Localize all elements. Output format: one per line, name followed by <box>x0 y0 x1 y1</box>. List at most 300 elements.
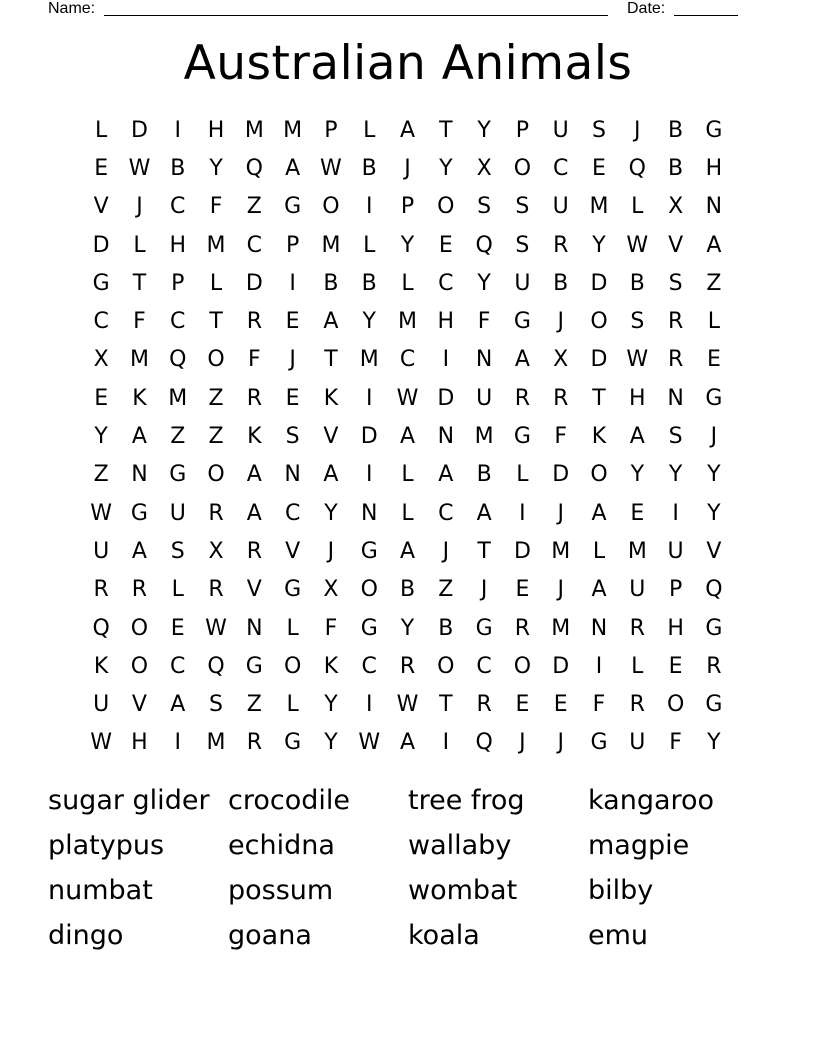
grid-letter: G <box>513 309 531 335</box>
grid-letter: N <box>246 615 263 641</box>
grid-letter: U <box>169 500 186 526</box>
grid-letter: O <box>130 653 149 679</box>
grid-letter: F <box>592 692 606 718</box>
grid-letter: U <box>552 194 569 220</box>
grid-letter: S <box>477 194 492 220</box>
grid-letter: O <box>322 194 340 220</box>
grid-letter: C <box>476 653 492 679</box>
grid-letter: D <box>590 347 608 373</box>
grid-letter: U <box>514 270 531 296</box>
header <box>48 0 748 20</box>
grid-letter: F <box>554 424 568 450</box>
grid-letter: T <box>439 692 453 718</box>
grid-letter: Y <box>668 462 683 488</box>
grid-letter: S <box>630 309 645 335</box>
grid-letter: K <box>591 424 607 450</box>
grid-letter: Z <box>208 385 224 411</box>
grid-letter: Z <box>706 270 722 296</box>
grid-letter: I <box>519 500 526 526</box>
word-list-item: dingo <box>48 920 124 951</box>
grid-letter: J <box>442 538 450 564</box>
grid-letter: E <box>592 155 606 181</box>
grid-letter: M <box>551 538 571 564</box>
grid-letter: C <box>399 347 416 373</box>
grid-letter: R <box>246 538 262 564</box>
grid-letter: B <box>629 270 645 296</box>
grid-letter: R <box>246 309 262 335</box>
grid-letter: T <box>592 385 606 411</box>
grid-letter: B <box>476 462 492 488</box>
grid-letter: O <box>283 653 302 679</box>
grid-letter: S <box>515 232 530 258</box>
grid-letter: L <box>707 309 721 335</box>
grid-letter: X <box>668 194 684 220</box>
grid-letter: E <box>515 577 530 603</box>
grid-letter: Y <box>324 730 338 756</box>
grid-letter: D <box>130 117 148 143</box>
grid-letter: N <box>284 462 301 488</box>
grid-letter: W <box>128 155 151 181</box>
grid-letter: J <box>404 155 411 181</box>
grid-letter: I <box>442 347 450 373</box>
grid-letter: V <box>93 194 109 220</box>
grid-letter: O <box>207 347 225 373</box>
grid-letter: A <box>399 730 416 756</box>
grid-letter: O <box>130 615 149 641</box>
grid-letter: M <box>206 730 226 756</box>
grid-letter: R <box>399 653 416 679</box>
grid-letter: A <box>131 424 147 450</box>
grid-letter: E <box>553 692 568 718</box>
grid-letter: U <box>476 385 493 411</box>
grid-letter: A <box>323 309 339 335</box>
grid-letter: T <box>477 538 491 564</box>
grid-letter: X <box>476 155 492 181</box>
grid-letter: G <box>245 653 263 679</box>
grid-letter: G <box>360 615 378 641</box>
grid-letter: R <box>246 730 262 756</box>
grid-letter: G <box>475 615 493 641</box>
grid-letter: D <box>92 232 110 258</box>
grid-letter: A <box>399 117 416 143</box>
grid-letter: C <box>438 270 454 296</box>
grid-letter: W <box>358 730 381 756</box>
grid-letter: M <box>359 347 379 373</box>
grid-letter: N <box>131 462 148 488</box>
grid-letter: G <box>705 615 723 641</box>
grid-letter: Y <box>707 730 721 756</box>
grid-letter: F <box>324 615 338 641</box>
grid-letter: T <box>439 117 453 143</box>
grid-letter: L <box>95 117 108 143</box>
grid-letter: P <box>515 117 530 143</box>
grid-letter: Q <box>628 155 646 181</box>
word-list-item: wombat <box>408 875 518 906</box>
grid-letter: Q <box>475 730 493 756</box>
grid-letter: U <box>667 538 684 564</box>
grid-letter: A <box>323 462 339 488</box>
grid-letter: A <box>629 424 645 450</box>
grid-letter: U <box>93 538 110 564</box>
grid-letter: R <box>208 500 224 526</box>
grid-letter: B <box>399 577 416 603</box>
grid-letter: G <box>705 692 723 718</box>
word-list-item: kangaroo <box>588 785 715 816</box>
grid-letter: M <box>321 232 341 258</box>
grid-letter: B <box>323 270 339 296</box>
grid-letter: A <box>285 155 301 181</box>
grid-letter: J <box>136 194 143 220</box>
grid-letter: P <box>285 232 300 258</box>
grid-letter: M <box>551 615 571 641</box>
grid-letter: G <box>705 385 723 411</box>
grid-letter: G <box>130 500 148 526</box>
grid-letter: R <box>208 577 224 603</box>
grid-letter: J <box>557 500 564 526</box>
grid-letter: X <box>93 347 109 373</box>
grid-letter: E <box>668 653 683 679</box>
grid-letter: G <box>360 538 378 564</box>
grid-letter: G <box>169 462 187 488</box>
grid-letter: P <box>324 117 338 143</box>
grid-letter: O <box>590 462 608 488</box>
word-list-item: koala <box>408 920 480 951</box>
grid-letter: S <box>285 424 300 450</box>
grid-letter: M <box>398 309 418 335</box>
grid-letter: O <box>437 653 455 679</box>
word-list-item: tree frog <box>408 785 525 816</box>
grid-letter: H <box>207 117 225 143</box>
grid-letter: G <box>705 117 723 143</box>
grid-letter: W <box>205 615 227 641</box>
grid-letter: A <box>399 424 416 450</box>
grid-letter: C <box>284 500 301 526</box>
grid-letter: N <box>590 615 608 641</box>
grid-letter: Q <box>169 347 187 373</box>
word-list-item: possum <box>228 875 334 906</box>
grid-letter: M <box>474 424 494 450</box>
grid-letter: U <box>629 730 646 756</box>
grid-letter: I <box>595 653 603 679</box>
grid-letter: W <box>90 500 113 526</box>
grid-letter: W <box>626 232 649 258</box>
grid-letter: O <box>666 692 685 718</box>
grid-letter: O <box>513 653 532 679</box>
grid-letter: S <box>209 692 224 718</box>
grid-letter: B <box>170 155 186 181</box>
grid-letter: L <box>516 462 529 488</box>
grid-letter: I <box>365 385 373 411</box>
grid-letter: Y <box>477 117 491 143</box>
grid-letter: J <box>519 730 526 756</box>
grid-letter: D <box>552 653 570 679</box>
word-list <box>48 778 768 958</box>
grid-letter: M <box>627 538 647 564</box>
grid-letter: L <box>401 270 414 296</box>
grid-letter: R <box>131 577 148 603</box>
grid-letter: C <box>361 653 377 679</box>
grid-letter: R <box>667 309 684 335</box>
word-list-item: wallaby <box>408 830 512 861</box>
grid-letter: Z <box>438 577 454 603</box>
grid-letter: J <box>327 538 335 564</box>
grid-letter: W <box>320 155 342 181</box>
grid-letter: Q <box>92 615 110 641</box>
grid-letter: O <box>590 309 608 335</box>
grid-letter: V <box>668 232 684 258</box>
grid-letter: B <box>361 155 377 181</box>
grid-letter: L <box>286 692 299 718</box>
word-list-item: goana <box>228 920 312 951</box>
grid-letter: J <box>557 577 564 603</box>
grid-letter: Z <box>246 194 262 220</box>
word-list-item: crocodile <box>228 785 350 816</box>
grid-letter: P <box>171 270 185 296</box>
grid-letter: T <box>209 309 223 335</box>
grid-letter: Y <box>400 232 415 258</box>
grid-letter: E <box>630 500 645 526</box>
grid-letter: E <box>94 155 109 181</box>
grid-letter: J <box>557 309 564 335</box>
grid-letter: M <box>206 232 226 258</box>
grid-letter: D <box>513 538 531 564</box>
grid-letter: D <box>552 462 570 488</box>
grid-letter: N <box>437 424 455 450</box>
grid-letter: R <box>706 653 722 679</box>
grid-letter: A <box>706 232 722 258</box>
grid-letter: W <box>396 385 419 411</box>
grid-letter: G <box>590 730 608 756</box>
grid-letter: Y <box>324 500 338 526</box>
date-blank-line <box>674 15 738 16</box>
grid-letter: A <box>246 500 262 526</box>
grid-letter: L <box>363 117 376 143</box>
grid-letter: A <box>514 347 530 373</box>
grid-letter: G <box>92 270 110 296</box>
name-blank-line <box>104 15 608 16</box>
grid-letter: W <box>90 730 113 756</box>
grid-letter: L <box>286 615 299 641</box>
grid-letter: C <box>93 309 109 335</box>
grid-letter: S <box>170 538 185 564</box>
grid-letter: I <box>365 462 373 488</box>
grid-letter: L <box>133 232 146 258</box>
grid-letter: V <box>706 538 722 564</box>
grid-letter: R <box>246 385 262 411</box>
grid-letter: Y <box>94 424 108 450</box>
grid-letter: H <box>667 615 684 641</box>
grid-letter: Y <box>400 615 415 641</box>
grid-letter: S <box>668 270 683 296</box>
grid-letter: S <box>668 424 683 450</box>
grid-letter: D <box>360 424 378 450</box>
grid-letter: M <box>589 194 609 220</box>
grid-letter: I <box>365 194 373 220</box>
grid-letter: N <box>705 194 723 220</box>
grid-letter: R <box>629 692 645 718</box>
grid-letter: I <box>174 117 181 143</box>
grid-letter: L <box>171 577 184 603</box>
grid-letter: G <box>284 577 302 603</box>
grid-letter: Y <box>362 309 376 335</box>
grid-letter: Z <box>208 424 224 450</box>
grid-letter: J <box>289 347 296 373</box>
grid-letter: F <box>209 194 223 220</box>
grid-letter: L <box>631 194 644 220</box>
grid-letter: Z <box>246 692 262 718</box>
grid-letter: H <box>169 232 187 258</box>
grid-letter: W <box>396 692 419 718</box>
grid-letter: J <box>710 424 718 450</box>
word-list-item: bilby <box>588 875 654 906</box>
grid-letter: S <box>515 194 530 220</box>
grid-letter: Q <box>475 232 493 258</box>
grid-letter: A <box>131 538 147 564</box>
grid-letter: X <box>323 577 339 603</box>
grid-letter: E <box>170 615 185 641</box>
grid-letter: P <box>400 194 415 220</box>
grid-letter: V <box>285 538 301 564</box>
grid-letter: H <box>437 309 455 335</box>
name-label: Name: <box>48 0 96 17</box>
grid-letter: J <box>557 730 564 756</box>
grid-letter: L <box>363 232 376 258</box>
grid-letter: C <box>170 194 186 220</box>
grid-letter: T <box>324 347 338 373</box>
grid-letter: E <box>285 385 300 411</box>
grid-letter: J <box>480 577 488 603</box>
word-list-item: sugar glider <box>48 785 210 816</box>
grid-letter: K <box>247 424 262 450</box>
grid-letter: S <box>592 117 606 143</box>
grid-letter: O <box>437 194 455 220</box>
grid-letter: R <box>667 347 684 373</box>
grid-letter: V <box>323 424 339 450</box>
grid-letter: R <box>553 232 569 258</box>
grid-letter: D <box>437 385 455 411</box>
grid-letter: E <box>515 692 530 718</box>
grid-letter: G <box>513 424 531 450</box>
grid-letter: K <box>93 653 109 679</box>
grid-letter: L <box>631 653 644 679</box>
grid-letter: C <box>246 232 263 258</box>
grid-letter: E <box>94 385 109 411</box>
grid-letter: I <box>365 692 373 718</box>
grid-letter: Y <box>439 155 453 181</box>
word-list-item: platypus <box>48 830 165 861</box>
grid-letter: I <box>672 500 679 526</box>
grid-letter: C <box>438 500 454 526</box>
grid-letter: R <box>476 692 492 718</box>
grid-letter: T <box>132 270 147 296</box>
grid-letter: D <box>245 270 263 296</box>
grid-letter: B <box>438 615 454 641</box>
grid-letter: R <box>629 615 645 641</box>
grid-letter: Y <box>324 692 338 718</box>
grid-letter: I <box>174 730 181 756</box>
grid-letter: J <box>634 117 641 143</box>
page-title: Australian Animals <box>183 36 633 91</box>
grid-letter: O <box>513 155 532 181</box>
grid-letter: Q <box>245 155 263 181</box>
grid-letter: Y <box>477 270 491 296</box>
date-label: Date: <box>627 0 666 17</box>
grid-letter: H <box>705 155 723 181</box>
grid-letter: E <box>706 347 721 373</box>
grid-letter: M <box>244 117 264 143</box>
grid-letter: E <box>438 232 453 258</box>
grid-letter: R <box>93 577 109 603</box>
grid-letter: O <box>360 577 378 603</box>
grid-letter: B <box>668 155 684 181</box>
grid-letter: R <box>514 615 531 641</box>
word-list-item: numbat <box>48 875 153 906</box>
grid-letter: A <box>399 538 416 564</box>
grid-letter: K <box>323 653 339 679</box>
word-list-item: echidna <box>228 830 335 861</box>
word-list-item: emu <box>588 920 649 951</box>
grid-letter: U <box>93 692 110 718</box>
grid-letter: L <box>209 270 223 296</box>
grid-letter: F <box>133 309 146 335</box>
grid-letter: X <box>208 538 224 564</box>
grid-letter: V <box>131 692 147 718</box>
grid-letter: G <box>284 730 302 756</box>
grid-letter: A <box>246 462 262 488</box>
grid-letter: M <box>168 385 188 411</box>
grid-letter: H <box>629 385 646 411</box>
grid-letter: R <box>553 385 569 411</box>
grid-letter: H <box>131 730 148 756</box>
grid-letter: Y <box>592 232 606 258</box>
grid-letter: N <box>475 347 493 373</box>
grid-letter: Q <box>705 577 723 603</box>
grid-letter: E <box>285 309 300 335</box>
grid-letter: B <box>361 270 377 296</box>
grid-letter: N <box>360 500 378 526</box>
letter-grid <box>82 111 733 762</box>
grid-letter: V <box>246 577 262 603</box>
grid-letter: W <box>626 347 649 373</box>
grid-letter: F <box>248 347 261 373</box>
grid-letter: Y <box>707 500 721 526</box>
grid-letter: L <box>401 462 414 488</box>
grid-letter: M <box>129 347 149 373</box>
grid-letter: C <box>170 653 186 679</box>
grid-letter: O <box>207 462 225 488</box>
grid-letter: F <box>669 730 682 756</box>
grid-letter: P <box>668 577 683 603</box>
grid-letter: X <box>553 347 569 373</box>
grid-letter: A <box>438 462 454 488</box>
grid-letter: D <box>590 270 608 296</box>
grid-letter: Z <box>170 424 186 450</box>
grid-letter: C <box>170 309 186 335</box>
grid-letter: C <box>553 155 569 181</box>
grid-letter: U <box>629 577 646 603</box>
grid-letter: A <box>591 577 607 603</box>
grid-letter: L <box>592 538 606 564</box>
grid-letter: Y <box>707 462 721 488</box>
word-list-item: magpie <box>588 830 690 861</box>
grid-letter: F <box>477 309 491 335</box>
grid-letter: Q <box>207 653 225 679</box>
grid-letter: A <box>476 500 492 526</box>
grid-letter: K <box>323 385 339 411</box>
grid-letter: A <box>170 692 186 718</box>
grid-letter: B <box>668 117 684 143</box>
grid-letter: Y <box>209 155 223 181</box>
